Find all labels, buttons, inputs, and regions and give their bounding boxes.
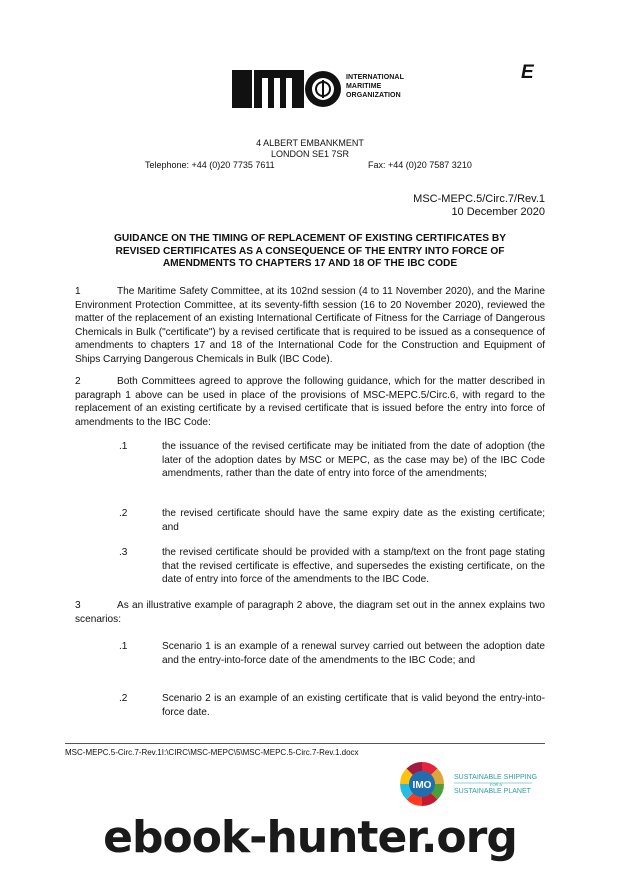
document-date: 10 December 2020 bbox=[451, 206, 545, 218]
sdg-badge bbox=[398, 760, 538, 813]
item-number: .2 bbox=[119, 693, 128, 704]
item-text: the issuance of the revised certificate may be initiated from the date of adoption (the later of the adoption dates by MSC or MEPC, as the case may be) of the IBC Code amendments, rather than the date of entry into force of the amendments; bbox=[162, 441, 545, 479]
sdg-line-2: SUSTAINABLE PLANET bbox=[454, 788, 531, 795]
language-code: E bbox=[521, 62, 534, 83]
paragraph-text: Both Committees agreed to approve the following guidance, which for the matter described in paragraph 1 above can be used in place of the provisions of MSC-MEPC.5/Circ.6, with regard to the replacement of an existing certificate by a revised certificate that is issued before the entry into force of amendments to the IBC Code: bbox=[75, 376, 545, 428]
telephone: Telephone: +44 (0)20 7735 7611 bbox=[145, 160, 275, 170]
address-line-2: LONDON SE1 7SR bbox=[270, 149, 350, 159]
paragraph-text: The Maritime Safety Committee, at its 102nd session (4 to 11 November 2020), and the Marine Environment Protection Committee, at its seventy-fifth session (16 to 20 November 2020), reviewed the matter of the replacement of an existing International Certificate of Fitness for the Carriage of Dangerous Chemicals in Bulk ("certificate") by a revised certificate that is required to be issued as a consequence of amendments to chapters 17 and 18 of the International Code for the Construction and Equipment of Ships Carrying Dangerous Chemicals in Bulk (IBC Code). bbox=[75, 286, 545, 365]
sdg-line-1: SUSTAINABLE SHIPPING bbox=[454, 774, 538, 781]
paragraph-text: As an illustrative example of paragraph 2 above, the diagram set out in the annex explains two scenarios: bbox=[75, 600, 545, 625]
paragraph-3-item-1 bbox=[119, 640, 545, 667]
item-number: .3 bbox=[119, 547, 128, 558]
sdg-imo-label: IMO bbox=[412, 780, 432, 791]
fax: Fax: +44 (0)20 7587 3210 bbox=[368, 160, 472, 170]
paragraph-2-item-3 bbox=[119, 546, 545, 587]
address-line-1: 4 ALBERT EMBANKMENT bbox=[256, 138, 364, 148]
item-number: .1 bbox=[119, 641, 128, 652]
paragraph-2-item-2 bbox=[119, 507, 545, 534]
imo-logo bbox=[232, 70, 342, 108]
imo-logo-graphic bbox=[232, 70, 342, 108]
item-text: the revised certificate should be provided with a stamp/text on the front page stating that the revised certificate is effective, and supersedes the existing certificate, on the date of entry into force of the amendments to the IBC Code. bbox=[162, 547, 545, 585]
paragraph-number: 3 bbox=[75, 600, 81, 611]
item-text: Scenario 2 is an example of an existing certificate that is valid beyond the entry-into-force date. bbox=[162, 693, 545, 718]
item-text: Scenario 1 is an example of a renewal survey carried out between the adoption date and the entry-into-force date of the amendments to the IBC Code; and bbox=[162, 641, 545, 666]
document-title: GUIDANCE ON THE TIMING OF REPLACEMENT OF EXISTING CERTIFICATES BY REVISED CERTIFICATES AS A CONSEQUENCE OF THE ENTRY INTO FORCE OF AMENDMENTS TO CHAPTERS 17 AND 18 OF THE IBC CODE bbox=[113, 233, 507, 269]
paragraph-3 bbox=[75, 599, 545, 626]
paragraph-1 bbox=[75, 285, 545, 366]
footer-divider bbox=[65, 743, 545, 744]
paragraph-3-item-2 bbox=[119, 692, 545, 719]
document-symbol: MSC-MEPC.5/Circ.7/Rev.1 bbox=[413, 193, 545, 205]
paragraph-2 bbox=[75, 375, 545, 429]
footer-file-path: MSC-MEPC.5-Circ.7-Rev.1I:\CIRC\MSC-MEPC\5\MSC-MEPC.5-Circ.7-Rev.1.docx bbox=[65, 748, 359, 757]
item-number: .2 bbox=[119, 508, 128, 519]
paragraph-number: 1 bbox=[75, 286, 81, 297]
paragraph-number: 2 bbox=[75, 376, 81, 387]
organization-name: INTERNATIONAL MARITIME ORGANIZATION bbox=[346, 74, 404, 99]
watermark-text: ebook-hunter.org bbox=[103, 812, 517, 863]
document-reference bbox=[413, 193, 545, 219]
paragraph-2-item-1 bbox=[119, 440, 545, 481]
sdg-wheel-icon bbox=[398, 760, 538, 808]
sdg-for: FOR A bbox=[490, 782, 503, 787]
item-number: .1 bbox=[119, 441, 128, 452]
item-text: the revised certificate should have the same expiry date as the existing certificate; and bbox=[162, 508, 545, 533]
